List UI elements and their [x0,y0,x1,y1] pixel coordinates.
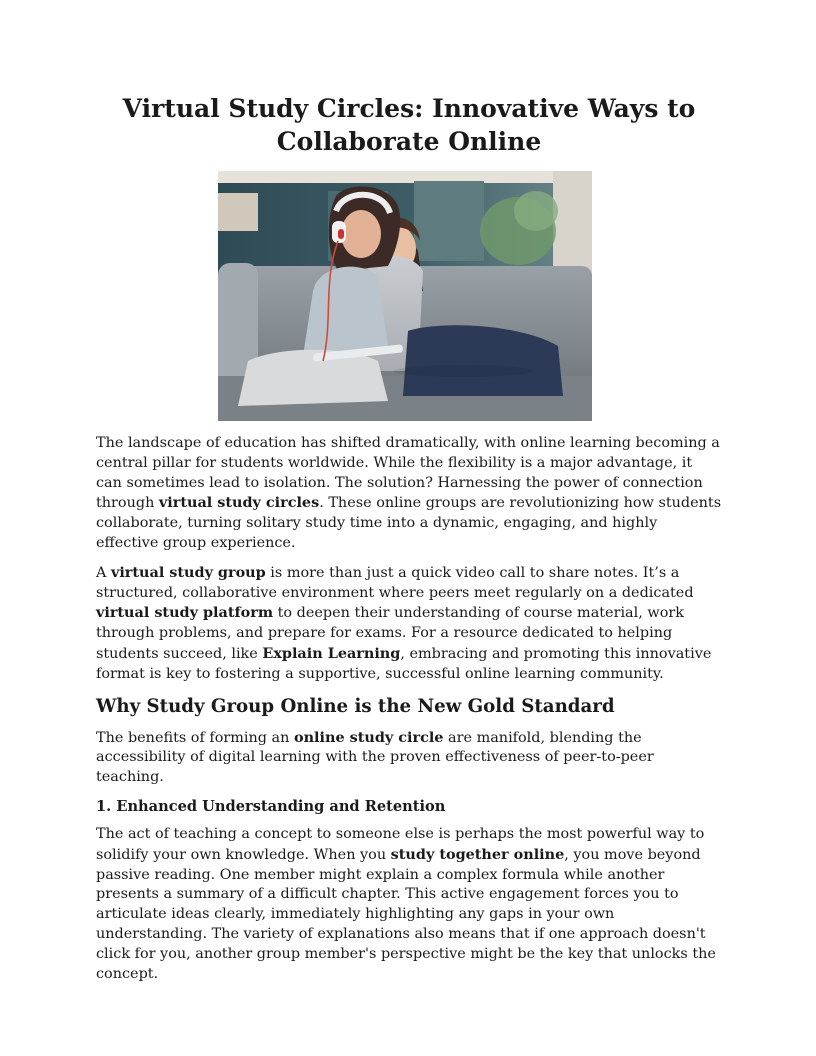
keyword-study-together-online: study together online [390,845,565,863]
hero-image [218,171,592,421]
two-girls-studying-photo-icon [218,171,592,421]
subheading-enhanced-understanding: 1. Enhanced Understanding and Retention [96,797,446,815]
keyword-virtual-study-group: virtual study group [110,563,266,581]
intro-paragraph: The landscape of education has shifted dramatically, with online learning becoming a central pillar for students worldwide. While the flexibility is a major advantage, it can sometimes lead to isolation. The solution? Harnessing the power of connection through virtual study circles. These online groups are revolutionizing how students collaborate, turning solitary study time into a dynamic, engaging, and highly effective group experience. [96,435,722,551]
keyword-virtual-study-platform: virtual study platform [96,604,274,622]
benefits-paragraph: The benefits of forming an online study circle are manifold, blending the accessibility of digital learning with the proven effectiveness of peer-to-peer teaching. [96,728,654,786]
keyword-virtual-study-circles: virtual study circles [158,494,320,512]
teaching-paragraph: The act of teaching a concept to someone else is perhaps the most powerful way to solidify your own knowledge. When you study together online, you move beyond passive reading. One member might explain a complex formula while another presents a summary of a difficult chapter. This active engagement forces you to articulate ideas clearly, immediately highlighting any gaps in your own understanding. The variety of explanations also means that if one approach doesn't click for you, another group member's perspective might be the key that unlocks the concept. [96,825,716,982]
definition-paragraph: A virtual study group is more than just a quick video call to share notes. It’s a structured, collaborative environment where peers meet regularly on a dedicated virtual study platform to deepen their understanding of course material, work through problems, and prepare for exams. For a resource dedicated to helping students succeed, like Explain Learning, embracing and promoting this innovative format is key to fostering a supportive, successful online learning community. [96,563,712,682]
page-title: Virtual Study Circles: Innovative Ways to Collaborate Online [122,94,696,156]
keyword-explain-learning: Explain Learning [262,644,401,662]
keyword-online-study-circle: online study circle [293,728,444,746]
section-heading: Why Study Group Online is the New Gold Standard [96,695,615,717]
document-page [96,92,722,984]
